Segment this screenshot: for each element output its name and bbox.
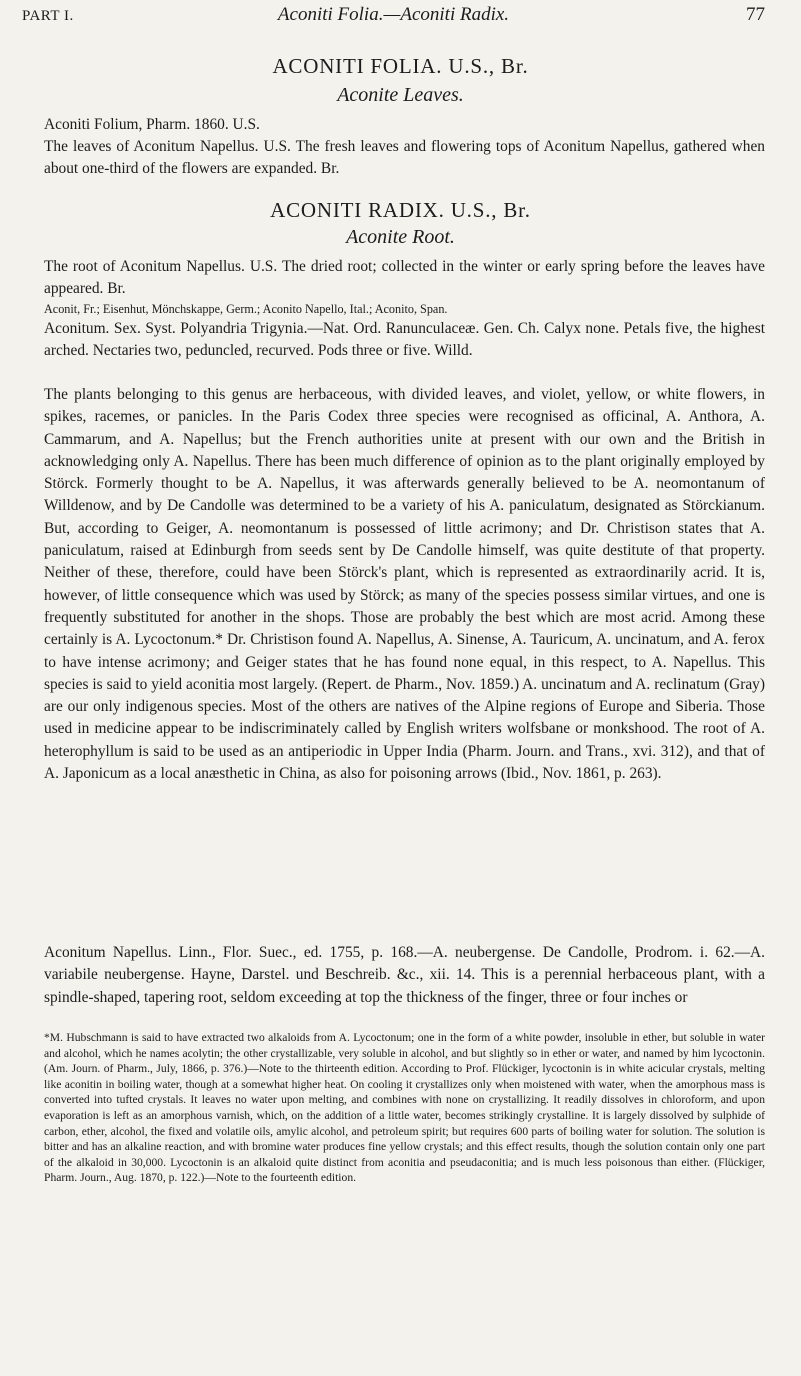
section-subtitle-aconite-leaves: Aconite Leaves. [337, 84, 464, 106]
part-label: PART I. [22, 8, 74, 24]
botanical-characters: Aconitum. Sex. Syst. Polyandria Trigynia.—Nat. Ord. Ranunculaceæ. Gen. Ch. Calyx none. Petals five, the highest arched. Nectaries two, peduncled, recurved. Pods three or five. Willd. [44, 320, 765, 360]
section-title-aconiti-folia: ACONITI FOLIA. U.S., Br. [272, 54, 529, 78]
running-header [22, 0, 765, 40]
footnote: *M. Hubschmann is said to have extracted two alkaloids from A. Lycoctonum; one in the form of a white powder, insoluble in ether, but soluble in water and alcohol, which he names acolytin; the other crystallizable, very soluble in alcohol, and but slightly so in ether or water, and named by him lycoctonin. (Am. Journ. of Pharm., July, 1866, p. 376.)—Note to the thirteenth edition. According to Prof. Flückiger, lycoctonin is in white acicular crystals, melting like aconitin in boiling water, though at a somewhat higher heat. On cooling it crystallizes only when moistened with water, when the amorphous mass is converted into tufted crystals. It leaves no water upon melting, and combines with none on crystallizing. It readily dissolves in chloroform, and upon evaporation is left as an amorphous varnish, which, on the addition of a little water, becomes strikingly crystalline. It is largely dissolved by sulphide of carbon, ether, alcohol, the fixed and volatile oils, amylic alcohol, and petroleum spirit; but requires 600 parts of boiling water for solution. The solution is bitter and has an alkaline reaction, and with bromine water produces fine yellow crystals; and this effect results, though the solution contain only one part of the alkaloid in 30,000. Lycoctonin is an alkaloid quite distinct from aconitia and pseudaconitia; and is much less poisonous than either. (Flückiger, Pharm. Journ., Aug. 1870, p. 122.)—Note to the fourteenth edition. [44, 1031, 765, 1185]
definition-root: The root of Aconitum Napellus. U.S. The dried root; collected in the winter or early spring before the leaves have appeared. Br. [44, 258, 765, 298]
body-paragraph: The plants belonging to this genus are herbaceous, with divided leaves, and violet, yellow, or white flowers, in spikes, racemes, or panicles. In the Paris Codex three species were recognised as officinal, A. Anthora, A. Cammarum, and A. Napellus; but the French authorities unite at present with our own and the British in acknowledging only A. Napellus. There has been much difference of opinion as to the plant originally employed by Störck. Formerly thought to be A. Napellus, it was afterwards generally believed to be A. neomontanum of Willdenow, and by De Candolle was determined to be a variety of his A. paniculatum, designated as Störckianum. But, according to Geiger, A. neomontanum is possessed of little acrimony; and Dr. Christison states that A. paniculatum, raised at Edinburgh from seeds sent by De Candolle himself, was quite destitute of that property. Neither of these, therefore, could have been Störck's plant, which is represented as extraordinarily acrid. It is, however, of little consequence which was used by Störck; as many of the species possess similar virtues, and one is frequently substituted for another in the shops. Those are probably the best which are most acrid. Among these certainly is A. Lycoctonum.* Dr. Christison found A. Napellus, A. Sinense, A. Tauricum, A. uncinatum, and A. ferox to have intense acrimony; and Geiger states that he has found none equal, in this respect, to A. Napellus. This species is said to yield aconitia most largely. (Repert. de Pharm., Nov. 1859.) A. uncinatum and A. reclinatum (Gray) are our only indigenous species. Most of the others are natives of the Alpine regions of Europe and Siberia. Those used in medicine appear to be indiscriminately called by English writers wolfsbane or monkshood. The root of A. heterophyllum is said to be used as an antiperiodic in Upper India (Pharm. Journ. and Trans., xvi. 312), and that of A. Japonicum as a local anæsthetic in China, as also for poisoning arrows (Ibid., Nov. 1861, p. 263). [44, 386, 765, 783]
definition-leaves: The leaves of Aconitum Napellus. U.S. The fresh leaves and flowering tops of Aconitum Napellus, gathered when about one-third of the flowers are expanded. Br. [44, 138, 765, 178]
species-paragraph: Aconitum Napellus. Linn., Flor. Suec., ed. 1755, p. 168.—A. neubergense. De Candolle, Prodrom. i. 62.—A. variabile neubergense. Hayne, Darstel. und Beschreib. &c., xii. 14. This is a perennial herbaceous plant, with a spindle-shaped, tapering root, seldom exceeding at top the thickness of the finger, three or four inches or [44, 944, 765, 1006]
section-subtitle-aconite-root: Aconite Root. [346, 226, 455, 248]
foreign-synonyms: Aconit, Fr.; Eisenhut, Mönchskappe, Germ.; Aconito Napello, Ital.; Aconito, Span. [44, 302, 448, 316]
page-number: 77 [746, 4, 765, 25]
running-title: Aconiti Folia.—Aconiti Radix. [277, 4, 510, 25]
section-title-aconiti-radix: ACONITI RADIX. U.S., Br. [270, 198, 531, 222]
synonym-line-folium: Aconiti Folium, Pharm. 1860. U.S. [44, 116, 260, 133]
